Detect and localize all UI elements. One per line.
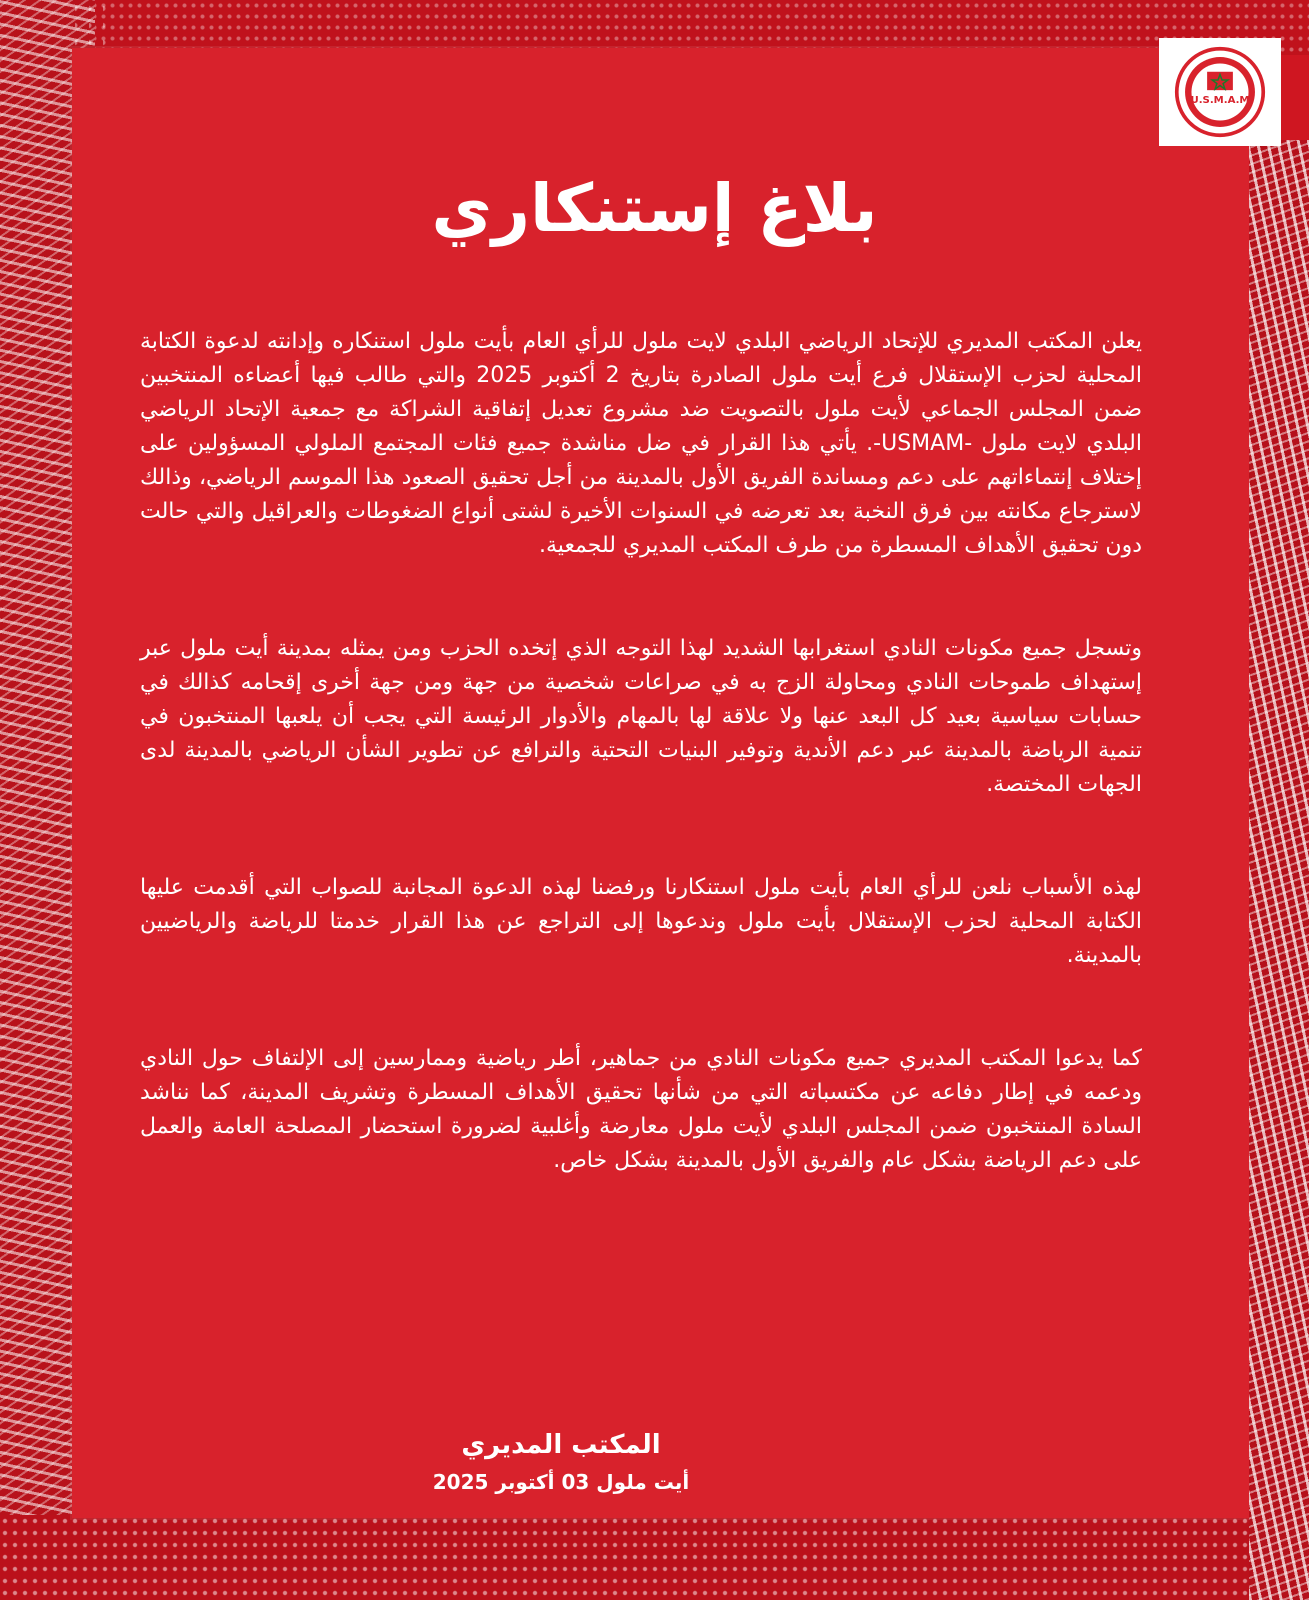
paragraph-1: يعلن المكتب المديري للإتحاد الرياضي البلدي لايت ملول للرأي العام بأيت ملول استنكاره وإدانته لدعوة الكتابة المحلية لحزب الإستقلال فرع أيت ملول الصادرة بتاريخ 2 أكتوبر 2025 والتي طالب فيها أعضاءه المنتخبين ضمن المجلس الجماعي لأيت ملول بالتصويت ضد مشروع تعديل إتفاقية الشراكة مع جمعية الإتحاد الرياضي البلدي لايت ملول -USMAM-. يأتي هذا القرار في ضل مناشدة جميع فئات المجتمع الملولي المسؤولين على إختلاف إنتماءاتهم على دعم ومساندة الفريق الأول بالمدينة من أجل تحقيق الصعود هذا الموسم الرياضي، وذالك لاسترجاع مكانته بين فرق النخبة بعد تعرضه في السنوات الأخيرة لشتى أنواع الضغوطات والعراقيل والتي حالت دون تحقيق الأهداف المسطرة من طرف المكتب المديري للجمعية. [140, 329, 1142, 558]
club-logo [1159, 38, 1281, 146]
statement-body [140, 325, 1142, 1247]
signature-name: المكتب المديري [461, 1430, 661, 1460]
club-crest-icon [1174, 46, 1266, 138]
logo-initials: U.S.M.A.M [1190, 95, 1250, 107]
page-title: بلاغ إستنكاري [431, 170, 878, 247]
signature-date: أيت ملول 03 أكتوبر 2025 [432, 1470, 690, 1494]
paragraph-4: كما يدعوا المكتب المديري جميع مكونات النادي من جماهير، أطر رياضية وممارسين إلى الإلتفاف حول النادي ودعمه في إطار دفاعه عن مكتسباته التي من شأنها تحقيق الأهداف المسطرة وتشريف المدينة، كما نناشد السادة المنتخبون ضمن المجلس البلدي لأيت ملول معارضة وأغلبية لضرورة استحضار المصلحة العامة والعمل على دعم الرياضة بشكل عام والفريق الأول بالمدينة بشكل خاص. [140, 1046, 1142, 1173]
signature-block [0, 1430, 1122, 1494]
distressed-bottom-border [0, 1515, 1309, 1600]
paragraph-3: لهذه الأسباب نلعن للرأي العام بأيت ملول استنكارنا ورفضنا لهذه الدعوة المجانبة للصواب التي أقدمت عليها الكتابة المحلية لحزب الإستقلال بأيت ملول وندعوها إلى التراجع عن هذا القرار خدمتا للرياضة والرياضيين بالمدينة. [140, 875, 1142, 968]
distressed-right-border [1249, 140, 1309, 1600]
paragraph-2: وتسجل جميع مكونات النادي استغرابها الشديد لهذا التوجه الذي إتخده الحزب ومن يمثله بمدينة أيت ملول عبر إستهداف طموحات النادي ومحاولة الزج به في صراعات شخصية من جهة ومن جهة أخرى إقحامه كذالك في حسابات سياسية بعيد كل البعد عنها ولا علاقة لها بالمهام والأدوار الرئيسة التي يجب أن يلعبها المنتخبون في تنمية الرياضة بالمدينة عبر دعم الأندية وتوفير البنيات التحتية والترافع عن تطوير الشأن الرياضي بالمدينة لدى الجهات المختصة. [140, 636, 1142, 797]
distressed-top-border [0, 0, 1309, 55]
